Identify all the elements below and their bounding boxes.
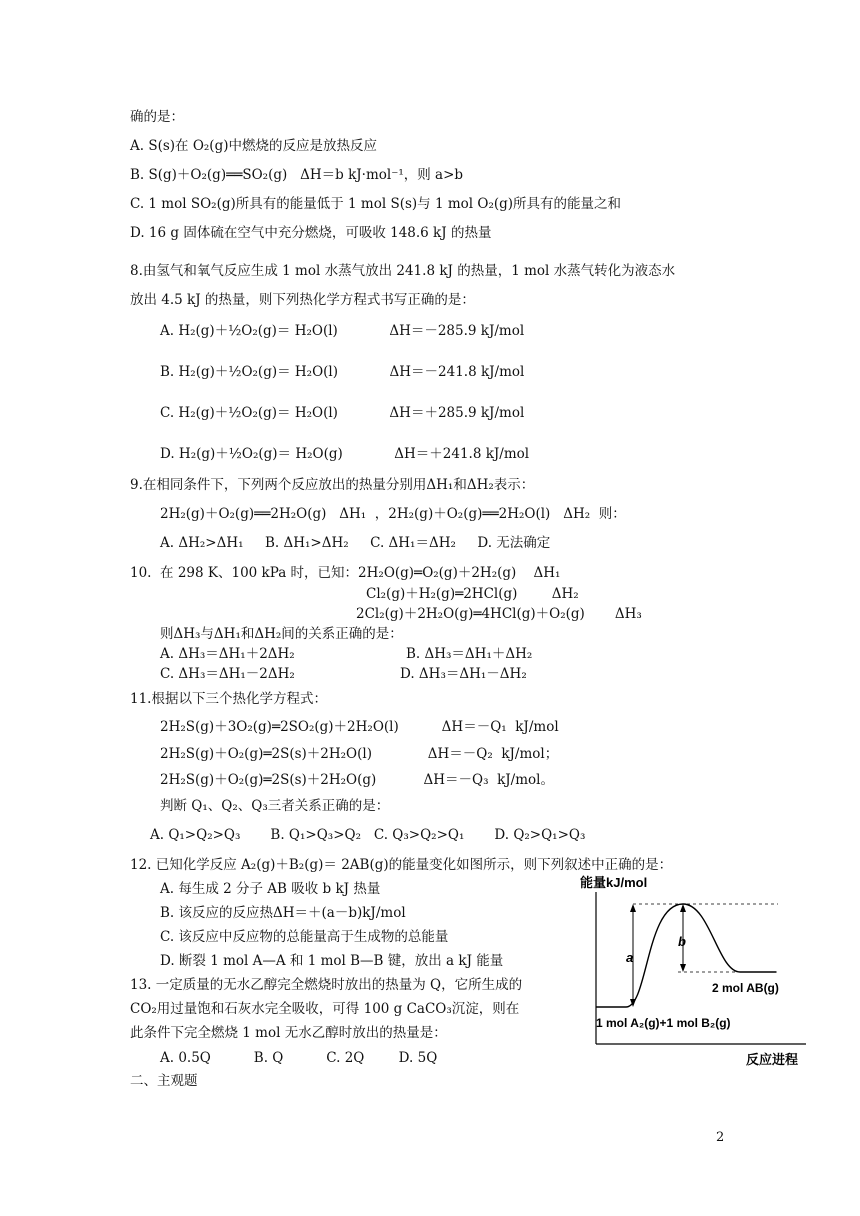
text-line: 10. 在 298 K、100 kPa 时，已知：2H₂O(g)═O₂(g)＋2H₂(g) ΔH₁ [130,565,561,581]
arrow-b-tail [680,964,686,972]
text-line: 2H₂S(g)＋O₂(g)═2S(s)＋2H₂O(l) ΔH＝－Q₂ kJ/mol； [160,746,559,762]
label-a: a [626,950,634,965]
arrow-a-head [630,904,636,912]
page-number: 2 [716,1130,725,1145]
text-line: 13. 一定质量的无水乙醇完全燃烧时放出的热量为 Q，它所生成的 [130,977,523,993]
text-line: C. 1 mol SO₂(g)所具有的能量低于 1 mol S(s)与 1 mol O₂(g)所具有的能量之和 [130,196,622,212]
y-axis-label: 能量kJ/mol [580,875,648,890]
text-line: Cl₂(g)＋H₂(g)═2HCl(g) ΔH₂ [366,586,579,602]
text-line: A. 0.5Q B. Q C. 2Q D. 5Q [160,1050,438,1066]
products-label: 2 mol AB(g) [712,981,779,995]
text-line: 2Cl₂(g)＋2H₂O(g)═4HCl(g)＋O₂(g) ΔH₃ [356,606,642,622]
text-line: CO₂用过量饱和石灰水完全吸收，可得 100 g CaCO₃沉淀，则在 [130,1001,520,1017]
text-line: C. 该反应中反应物的总能量高于生成物的总能量 [160,929,449,945]
energy-diagram [578,874,808,1072]
text-line: 确的是： [130,109,184,125]
text-line: 11.根据以下三个热化学方程式： [130,691,327,707]
text-line: A. 每生成 2 分子 AB 吸收 b kJ 热量 [160,881,381,897]
text-line: D. H₂(g)＋½O₂(g)＝ H₂O(g) ΔH＝＋241.8 kJ/mol [160,446,530,462]
text-line: 2H₂(g)＋O₂(g)══2H₂O(g) ΔH₁ ，2H₂(g)＋O₂(g)══2H₂O(l) ΔH₂ 则： [160,506,626,522]
text-line: 2H₂S(g)＋O₂(g)═2S(s)＋2H₂O(g) ΔH＝－Q₃ kJ/mol。 [160,772,554,788]
text-line: 9.在相同条件下，下列两个反应放出的热量分别用ΔH₁和ΔH₂表示： [130,477,535,493]
text-line: D. 断裂 1 mol A—A 和 1 mol B—B 键，放出 a kJ 能量 [160,953,504,969]
text-line: 8.由氢气和氧气反应生成 1 mol 水蒸气放出 241.8 kJ 的热量，1 mol 水蒸气转化为液态水 [130,263,676,279]
text-line: 此条件下完全燃烧 1 mol 无水乙醇时放出的热量是： [130,1025,447,1041]
text-line: D. ΔH₃＝ΔH₁－ΔH₂ [400,666,527,682]
text-line: A. ΔH₃＝ΔH₁＋2ΔH₂ [160,646,295,662]
reactants-label: 1 mol A₂(g)+1 mol B₂(g) [596,1016,731,1030]
text-line: 12. 已知化学反应 A₂(g)＋B₂(g)＝ 2AB(g)的能量变化如图所示，则下列叙述中正确的是： [130,857,673,873]
label-b: b [678,934,686,949]
text-line: 2H₂S(g)＋3O₂(g)═2SO₂(g)＋2H₂O(l) ΔH＝－Q₁ kJ/mol [160,719,559,735]
text-line: C. ΔH₃＝ΔH₁－2ΔH₂ [160,666,295,682]
text-line: A. ΔH₂>ΔH₁ B. ΔH₁>ΔH₂ C. ΔH₁＝ΔH₂ D. 无法确定 [160,535,551,551]
x-axis-label: 反应进程 [746,1052,799,1067]
text-line: 判断 Q₁、Q₂、Q₃三者关系正确的是： [160,798,390,814]
text-line: B. ΔH₃＝ΔH₁＋ΔH₂ [406,646,533,662]
text-line: 则ΔH₃与ΔH₁和ΔH₂间的关系正确的是： [160,626,403,642]
text-line: B. S(g)＋O₂(g)══SO₂(g) ΔH＝b kJ·mol⁻¹，则 a>b [130,167,464,183]
text-line: 二、主观题 [130,1073,198,1089]
text-line: 放出 4.5 kJ 的热量，则下列热化学方程式书写正确的是： [130,292,475,308]
text-line: A. Q₁>Q₂>Q₃ B. Q₁>Q₃>Q₂ C. Q₃>Q₂>Q₁ D. Q₂>Q₁>Q₃ [150,827,586,843]
text-line: B. H₂(g)＋½O₂(g)＝ H₂O(l) ΔH＝－241.8 kJ/mol [160,364,525,380]
text-line: A. S(s)在 O₂(g)中燃烧的反应是放热反应 [130,138,377,154]
text-line: B. 该反应的反应热ΔH＝＋(a－b)kJ/mol [160,905,406,921]
text-line: A. H₂(g)＋½O₂(g)＝ H₂O(l) ΔH＝－285.9 kJ/mol [160,323,525,339]
text-line: D. 16 g 固体硫在空气中充分燃烧，可吸收 148.6 kJ 的热量 [130,225,492,241]
text-line: C. H₂(g)＋½O₂(g)＝ H₂O(l) ΔH＝＋285.9 kJ/mol [160,405,525,421]
arrow-b-head [680,904,686,912]
